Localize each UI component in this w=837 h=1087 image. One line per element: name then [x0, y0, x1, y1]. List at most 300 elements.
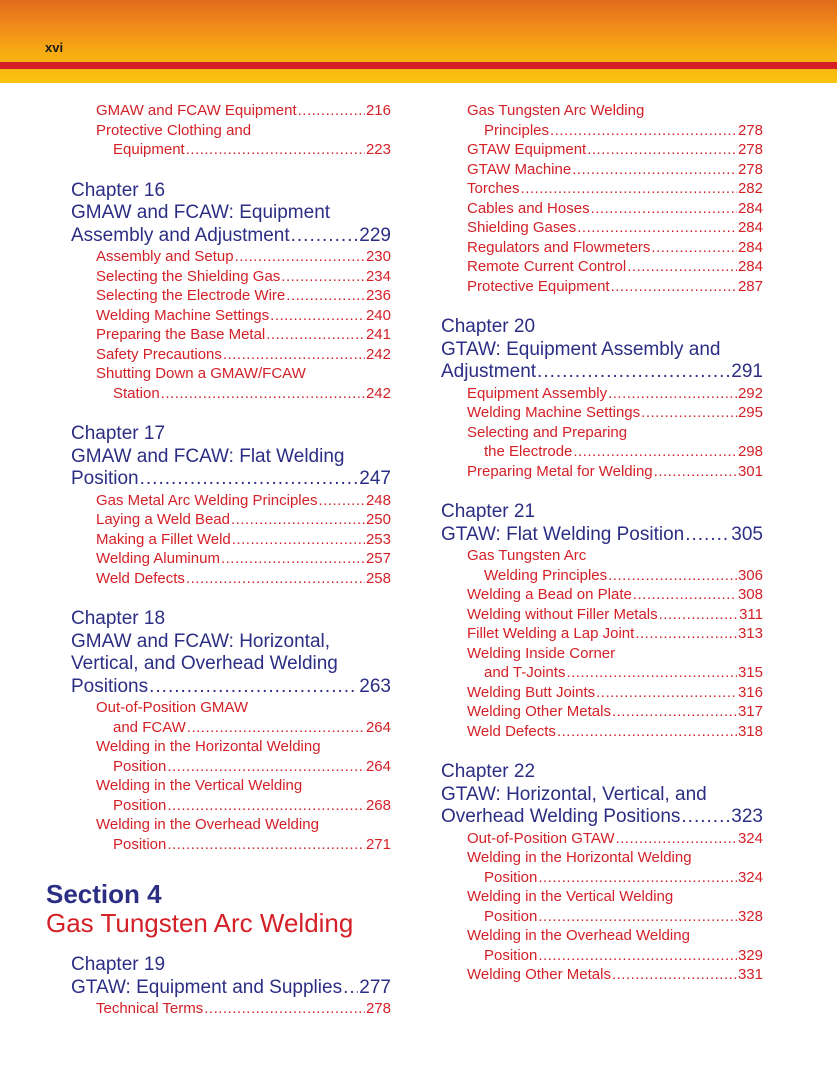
chapter-title-row[interactable] [71, 676, 391, 699]
dot-leader [654, 462, 737, 482]
toc-entry-row [467, 423, 763, 443]
toc-entry-page: 306 [737, 566, 763, 584]
toc-entry-row [467, 722, 763, 742]
toc-entry-title: Welding Machine Settings [467, 404, 641, 421]
toc-entry-row [467, 218, 763, 238]
dot-leader [204, 999, 365, 1019]
toc-entry-page: 292 [737, 384, 763, 402]
dot-leader [596, 683, 737, 703]
toc-entry-row [467, 926, 763, 946]
dot-leader [167, 835, 365, 855]
toc-entry[interactable] [46, 306, 391, 326]
dot-leader [298, 101, 365, 121]
toc-entry-title: Preparing the Base Metal [96, 326, 266, 343]
chapter-heading [441, 316, 763, 384]
toc-entry-title: Assembly and Setup [96, 248, 234, 265]
chapter-title-line: GTAW: Horizontal, Vertical, and [441, 783, 707, 805]
toc-entry-row [467, 546, 763, 566]
toc-entry-row [467, 101, 763, 121]
toc-entry-page: 278 [365, 1000, 391, 1017]
toc-entry [441, 101, 763, 121]
toc-entry-row [467, 462, 763, 482]
toc-entry [441, 423, 763, 443]
toc-entry-row [467, 702, 763, 722]
toc-entry[interactable] [441, 702, 763, 722]
toc-entry-page: 331 [737, 966, 763, 983]
toc-entry-page: 278 [737, 121, 763, 139]
toc-entry[interactable] [441, 442, 763, 462]
toc-entry[interactable] [46, 101, 391, 121]
toc-entry [46, 815, 391, 835]
toc-entry-row [96, 101, 391, 121]
toc-entry-title: GMAW and FCAW Equipment [96, 102, 297, 119]
toc-entry-page: 298 [737, 443, 763, 460]
toc-entry-row [467, 585, 763, 605]
toc-entry[interactable] [441, 257, 763, 277]
dot-leader [291, 225, 359, 248]
toc-entry-title: Principles [484, 121, 550, 139]
chapter-label: Chapter 18 [71, 608, 166, 629]
toc-entry-row [467, 605, 763, 625]
toc-entry[interactable] [441, 277, 763, 297]
toc-entry [441, 644, 763, 664]
chapter-page: 277 [359, 976, 391, 998]
toc-entry-row [96, 491, 391, 511]
toc-entry-page: 329 [737, 946, 763, 964]
toc-entry-title: Remote Current Control [467, 258, 627, 275]
toc-entry-page: 257 [365, 550, 391, 567]
toc-entry-row [96, 530, 391, 550]
toc-entry-page: 250 [365, 511, 391, 528]
dot-leader [318, 491, 364, 511]
chapter-label: Chapter 17 [71, 423, 166, 444]
chapter-heading [46, 954, 391, 999]
dot-leader [537, 361, 730, 384]
toc-entry-row [467, 199, 763, 219]
toc-entry-title: Welding without Filler Metals [467, 605, 658, 623]
dot-leader [635, 624, 737, 644]
dot-leader [231, 510, 365, 530]
toc-entry[interactable] [441, 462, 763, 482]
toc-entry-title: Equipment [113, 141, 185, 158]
toc-entry [46, 776, 391, 796]
dot-leader [577, 218, 737, 238]
toc-entry[interactable] [46, 247, 391, 267]
toc-entry [46, 364, 391, 384]
toc-entry-row [484, 442, 763, 462]
dot-leader [591, 199, 737, 219]
toc-entry-page: 287 [737, 277, 763, 295]
chapter-page: 247 [359, 468, 391, 489]
dot-leader [140, 468, 359, 491]
chapter-label: Chapter 20 [441, 316, 536, 337]
toc-entry-title: Selecting the Electrode Wire [96, 287, 286, 304]
toc-entry-page: 248 [365, 491, 391, 509]
toc-entry-title: Torches [467, 180, 520, 197]
toc-entry-page: 284 [737, 219, 763, 236]
dot-leader [538, 946, 737, 966]
toc-entry-title: Gas Metal Arc Welding Principles [96, 491, 318, 509]
toc-entry[interactable] [441, 238, 763, 258]
toc-entry-title: Position [113, 757, 167, 775]
toc-entry-row [113, 384, 391, 404]
toc-entry-title: Regulators and Flowmeters [467, 238, 651, 256]
toc-entry[interactable] [441, 140, 763, 160]
toc-entry-row [467, 160, 763, 180]
toc-entry-title: Weld Defects [96, 569, 185, 587]
dot-leader [281, 267, 365, 287]
dot-leader [221, 549, 365, 569]
toc-entry-page: 223 [365, 141, 391, 158]
toc-entry[interactable] [46, 999, 391, 1019]
header-stripe [0, 62, 837, 69]
chapter-heading [441, 501, 763, 546]
chapter-title-row[interactable] [71, 225, 391, 248]
toc-entry-row [96, 698, 391, 718]
dot-leader [235, 247, 365, 267]
chapter-title-row[interactable] [441, 361, 763, 384]
toc-entry[interactable] [441, 624, 763, 644]
toc-entry [441, 546, 763, 566]
toc-entry-page: 241 [365, 326, 391, 343]
toc-entry-title: Shutting Down a GMAW/FCAW [96, 365, 306, 382]
toc-entry-page: 242 [365, 345, 391, 363]
chapter-heading [46, 180, 391, 248]
toc-entry [46, 698, 391, 718]
dot-leader [343, 977, 358, 1000]
toc-entry-row [467, 965, 763, 985]
chapter-page: 229 [359, 224, 391, 246]
toc-entry-row [467, 403, 763, 423]
chapter-title-row[interactable] [441, 524, 763, 547]
toc-entry[interactable] [441, 605, 763, 625]
section-title: Gas Tungsten Arc Welding [46, 908, 354, 938]
chapter-heading [46, 423, 391, 491]
toc-entry-row [96, 286, 391, 306]
page-number: xvi [45, 40, 64, 55]
chapter-label: Chapter 19 [71, 954, 166, 975]
toc-entry-title: Welding in the Horizontal Welding [96, 738, 321, 755]
toc-entry-page: 216 [365, 102, 391, 119]
dot-leader [659, 605, 738, 625]
toc-entry-title: GTAW Machine [467, 160, 572, 178]
dot-leader [566, 663, 737, 683]
toc-entry[interactable] [46, 491, 391, 511]
dot-leader [187, 718, 365, 738]
toc-entry-title: Selecting and Preparing [467, 423, 628, 441]
toc-entry-title: Preparing Metal for Welding [467, 462, 653, 480]
toc-entry-title: Selecting the Shielding Gas [96, 267, 281, 285]
dot-leader [633, 585, 737, 605]
toc-entry-row [484, 663, 763, 683]
chapter-title-line: GMAW and FCAW: Horizontal, [71, 630, 331, 652]
chapter-title-line: GTAW: Equipment and Supplies [71, 976, 343, 998]
toc-entry-page: 264 [365, 757, 391, 775]
toc-entry-page: 284 [737, 199, 763, 217]
chapter-title-line: Assembly and Adjustment [71, 224, 290, 246]
spacer [46, 160, 391, 180]
chapter-label: Chapter 22 [441, 761, 536, 782]
toc-entry-page: 317 [737, 703, 763, 720]
toc-entry-title: Laying a Weld Bead [96, 511, 230, 528]
chapter-heading [46, 608, 391, 698]
toc-entry-row [467, 238, 763, 258]
toc-entry-title: Position [484, 868, 538, 886]
toc-entry [441, 926, 763, 946]
toc-entry-title: Gas Tungsten Arc [467, 547, 587, 564]
toc-entry[interactable] [441, 946, 763, 966]
toc-entry-title: Technical Terms [96, 1000, 204, 1017]
toc-entry-row [484, 868, 763, 888]
toc-entry-row [113, 757, 391, 777]
dot-leader [641, 403, 737, 423]
toc-entry-row [467, 257, 763, 277]
toc-entry-title: Protective Clothing and [96, 121, 252, 139]
toc-entry-row [467, 384, 763, 404]
toc-entry-row [467, 829, 763, 849]
toc-entry[interactable] [441, 868, 763, 888]
toc-entry-title: Welding in the Vertical Welding [467, 888, 674, 905]
spacer [46, 403, 391, 423]
toc-entry-title: Welding Other Metals [467, 966, 611, 983]
toc-entry-title: Fillet Welding a Lap Joint [467, 625, 635, 642]
toc-entry[interactable] [441, 403, 763, 423]
section-label: Section 4 [46, 879, 162, 909]
toc-entry-title: Equipment Assembly [467, 384, 608, 402]
toc-entry-page: 268 [365, 796, 391, 814]
chapter-title-line: GMAW and FCAW: Flat Welding [71, 445, 345, 467]
toc-entry[interactable] [46, 140, 391, 160]
toc-entry-page: 234 [365, 267, 391, 285]
dot-leader [608, 566, 737, 586]
toc-entry[interactable] [441, 683, 763, 703]
toc-entry[interactable] [441, 179, 763, 199]
toc-entry[interactable] [441, 722, 763, 742]
toc-entry-title: Welding in the Vertical Welding [96, 777, 303, 794]
toc-entry-page: 253 [365, 530, 391, 548]
chapter-title-row[interactable] [71, 468, 391, 491]
toc-entry[interactable] [441, 965, 763, 985]
spacer [46, 588, 391, 608]
chapter-title-line: Adjustment [441, 361, 537, 382]
toc-entry-row [96, 121, 391, 141]
chapter-title-line: Positions [71, 675, 149, 697]
toc-entry[interactable] [46, 530, 391, 550]
toc-entry-page: 230 [365, 248, 391, 265]
dot-leader [167, 757, 365, 777]
toc-entry-row [96, 510, 391, 530]
dot-leader [611, 277, 737, 297]
toc-entry-row [96, 345, 391, 365]
toc-entry[interactable] [46, 345, 391, 365]
toc-entry[interactable] [441, 160, 763, 180]
chapter-title-line: Vertical, and Overhead Welding [71, 653, 338, 674]
toc-entry-page: 308 [737, 586, 763, 603]
toc-entry-row [96, 569, 391, 589]
toc-entry-page: 278 [737, 160, 763, 178]
toc-entry-page: 313 [737, 625, 763, 642]
toc-entry-title: Welding in the Horizontal Welding [467, 849, 692, 866]
toc-entry[interactable] [46, 267, 391, 287]
toc-entry-title: Cables and Hoses [467, 199, 590, 217]
spacer [441, 481, 763, 501]
toc-entry[interactable] [46, 384, 391, 404]
toc-entry-row [467, 683, 763, 703]
dot-leader [608, 384, 737, 404]
toc-entry-row [113, 796, 391, 816]
toc-entry[interactable] [46, 510, 391, 530]
toc-entry-page: 284 [737, 258, 763, 275]
dot-leader [270, 306, 365, 326]
toc-entry-page: 278 [737, 141, 763, 158]
spacer [441, 296, 763, 316]
toc-entry-title: Position [484, 946, 538, 964]
dot-leader [186, 140, 365, 160]
toc-entry-page: 328 [737, 907, 763, 925]
toc-entry-row [113, 140, 391, 160]
toc-entry-row [96, 325, 391, 345]
toc-entry-row [96, 999, 391, 1019]
toc-entry-page: 295 [737, 404, 763, 421]
dot-leader [572, 160, 737, 180]
toc-entry[interactable] [441, 384, 763, 404]
toc-entry-row [467, 848, 763, 868]
toc-entry[interactable] [441, 585, 763, 605]
toc-entry-title: Welding Aluminum [96, 550, 220, 567]
chapter-title-line: GTAW: Flat Welding Position [441, 523, 685, 545]
spacer [441, 741, 763, 761]
toc-entry-row [96, 247, 391, 267]
toc-entry-row [96, 267, 391, 287]
toc-entry-row [96, 364, 391, 384]
dot-leader [616, 829, 737, 849]
page-header [0, 0, 837, 83]
dot-leader [651, 238, 737, 258]
toc-entry-row [467, 277, 763, 297]
chapter-title-row[interactable] [441, 806, 763, 829]
dot-leader [538, 907, 737, 927]
toc-entry-title: Welding in the Overhead Welding [96, 816, 319, 833]
dot-leader [223, 345, 365, 365]
toc-entry[interactable] [441, 829, 763, 849]
toc-entry[interactable] [441, 907, 763, 927]
chapter-label: Chapter 21 [441, 501, 536, 522]
chapter-title-line: GMAW and FCAW: Equipment [71, 202, 331, 223]
toc-entry-row [467, 644, 763, 664]
toc-entry-title: Weld Defects [467, 722, 556, 740]
chapter-title-line: Overhead Welding Positions [441, 806, 681, 827]
section-heading [46, 880, 391, 938]
toc-entry-row [96, 737, 391, 757]
toc-entry-title: Welding Other Metals [467, 703, 611, 720]
chapter-title-row[interactable] [71, 977, 391, 1000]
toc-entry-title: Gas Tungsten Arc Welding [467, 102, 645, 119]
toc-entry-title: Safety Precautions [96, 345, 222, 363]
toc-entry-row [484, 946, 763, 966]
toc-entry[interactable] [441, 199, 763, 219]
toc-entry-page: 316 [737, 683, 763, 701]
dot-leader [232, 530, 365, 550]
dot-leader [286, 286, 365, 306]
toc-entry-title: Position [113, 835, 167, 853]
toc-entry-row [96, 815, 391, 835]
toc-entry-title: Position [113, 796, 167, 814]
toc-entry-page: 311 [739, 605, 763, 623]
toc-entry-page: 284 [737, 238, 763, 256]
toc-entry-page: 301 [737, 462, 763, 480]
toc-entry-page: 282 [737, 180, 763, 197]
toc-entry[interactable] [441, 566, 763, 586]
toc-entry-title: Making a Fillet Weld [96, 530, 231, 548]
toc-entry-row [484, 566, 763, 586]
toc-entry[interactable] [46, 835, 391, 855]
toc-entry-page: 318 [737, 722, 763, 740]
toc-entry-row [96, 306, 391, 326]
toc-entry-title: Welding in the Overhead Welding [467, 927, 690, 944]
toc-entry-row [96, 549, 391, 569]
chapter-page: 291 [731, 361, 763, 382]
dot-leader [612, 702, 737, 722]
toc-entry-title: Welding Butt Joints [467, 683, 596, 701]
toc-entry [441, 848, 763, 868]
dot-leader [587, 140, 737, 160]
dot-leader [681, 806, 730, 829]
dot-leader [573, 442, 737, 462]
toc-entry-title: and T-Joints [484, 664, 566, 681]
toc-entry[interactable] [46, 757, 391, 777]
toc-entry-title: the Electrode [484, 443, 573, 460]
toc-entry-page: 315 [737, 664, 763, 681]
toc-entry[interactable] [46, 549, 391, 569]
toc-entry-title: Welding Principles [484, 566, 608, 584]
dot-leader [266, 325, 365, 345]
toc-entry[interactable] [441, 218, 763, 238]
toc-entry-row [467, 887, 763, 907]
toc-entry-title: Position [484, 907, 538, 925]
toc-entry [46, 121, 391, 141]
toc-entry-row [96, 776, 391, 796]
toc-entry-title: Shielding Gases [467, 219, 577, 236]
toc-entry[interactable] [46, 796, 391, 816]
chapter-label: Chapter 16 [71, 179, 166, 201]
toc-entry[interactable] [46, 569, 391, 589]
toc-entry[interactable] [46, 325, 391, 345]
toc-entry[interactable] [46, 286, 391, 306]
toc-entry [46, 737, 391, 757]
dot-leader [685, 524, 730, 547]
toc-entry[interactable] [441, 663, 763, 683]
chapter-page: 323 [731, 806, 763, 827]
toc-entry-row [113, 718, 391, 738]
toc-entry-row [467, 179, 763, 199]
chapter-title-line: Position [71, 468, 139, 489]
dot-leader [161, 384, 365, 404]
toc-entry [441, 887, 763, 907]
toc-entry-row [113, 835, 391, 855]
toc-entry-row [467, 140, 763, 160]
dot-leader [550, 121, 737, 141]
toc-entry-title: Station [113, 384, 160, 402]
toc-right-column [441, 101, 763, 985]
toc-entry[interactable] [46, 718, 391, 738]
toc-entry[interactable] [441, 121, 763, 141]
toc-entry-page: 324 [737, 868, 763, 886]
toc-entry-row [467, 624, 763, 644]
chapter-page: 305 [731, 523, 763, 545]
toc-entry-page: 271 [365, 835, 391, 853]
toc-entry-title: Protective Equipment [467, 277, 610, 295]
dot-leader [149, 676, 358, 699]
